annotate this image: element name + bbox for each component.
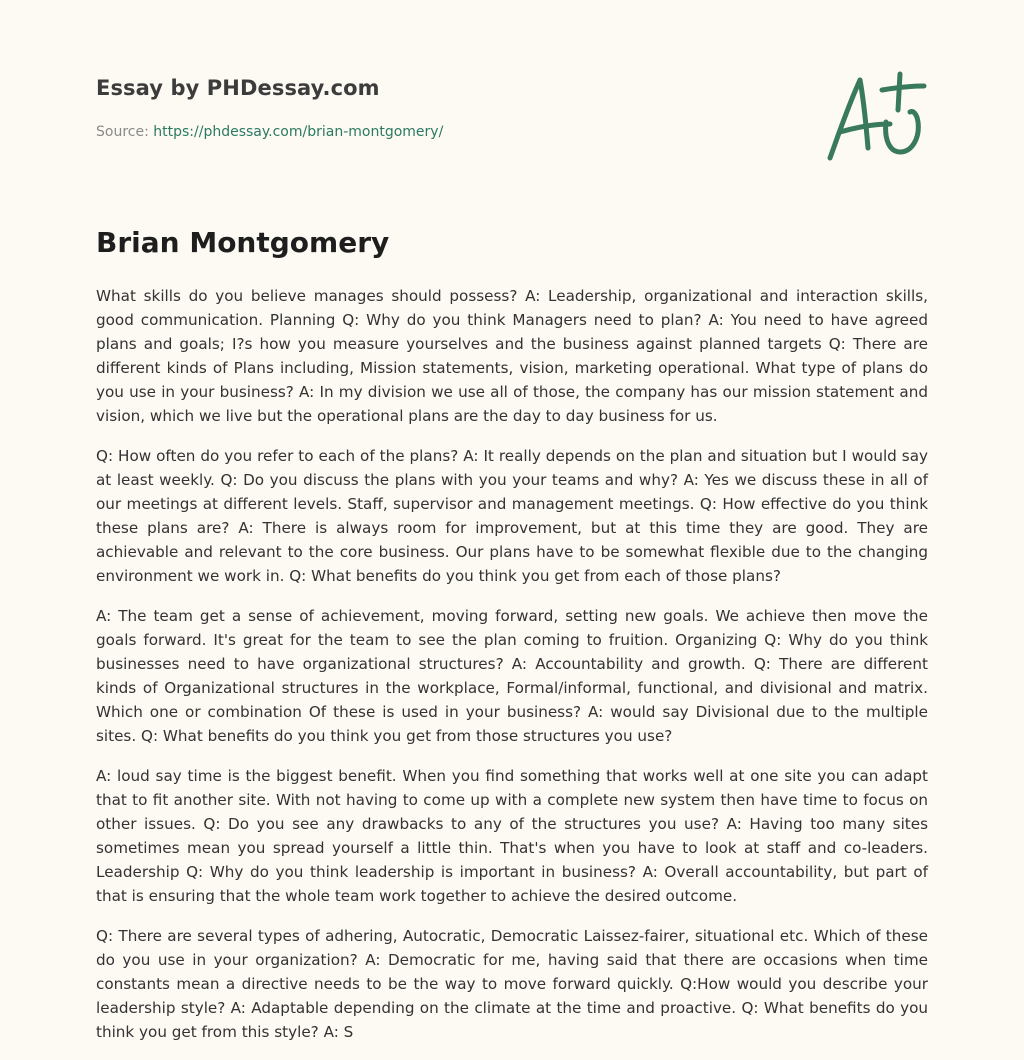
essay-paragraph: What skills do you believe manages should possess? A: Leadership, organizational and interaction skills, good communication. Planning Q: Why do you think Managers need to plan? A: You need to have agreed plans and goals; I?s how you measure yourselves and the business against planned targets Q: There are different kinds of Plans including, Mission statements, vision, marketing operational. What type of plans do you use in your business? A: In my division we use all of those, the company has our mission statement and vision, which we live but the operational plans are the day to day business for us. [96,287,928,425]
source-label: Source: [96,124,149,140]
essay-body [96,284,928,1060]
essay-paragraph: Q: There are several types of adhering, Autocratic, Democratic Laissez-fairer, situational etc. Which of these do you use in your organization? A: Democratic for me, having said that there are occasions when time constants mean a directive needs to be the way to move forward quickly. Q:How would you describe your leadership style? A: Adaptable depending on the climate at the time and proactive. Q: What benefits do you think you get from this style? A: S [96,927,928,1041]
a-plus-logo-icon [820,66,930,166]
essay-title: Brian Montgomery [96,226,390,259]
source-link[interactable]: https://phdessay.com/brian-montgomery/ [153,124,444,140]
site-brand: Essay by PHDessay.com [96,76,380,100]
essay-paragraph: Q: How often do you refer to each of the plans? A: It really depends on the plan and situation but I would say at least weekly. Q: Do you discuss the plans with you your teams and why? A: Yes we discuss these in all of our meetings at different levels. Staff, supervisor and management meetings. Q: How effective do you think these plans are? A: There is always room for improvement, but at this time they are good. They are achievable and relevant to the core business. Our plans have to be somewhat flexible due to the changing environment we work in. Q: What benefits do you think you get from each of those plans? [96,447,928,585]
essay-paragraph: A: The team get a sense of achievement, moving forward, setting new goals. We achieve then move the goals forward. It's great for the team to see the plan coming to fruition. Organizing Q: Why do you think businesses need to have organizational structures? A: Accountability and growth. Q: There are different kinds of Organizational structures in the workplace, Formal/informal, functional, and divisional and matrix. Which one or combination Of these is used in your business? A: would say Divisional due to the multiple sites. Q: What benefits do you think you get from those structures you use? [96,607,928,745]
essay-paragraph: A: loud say time is the biggest benefit. When you find something that works well at one site you can adapt that to fit another site. With not having to come up with a complete new system then have time to focus on other issues. Q: Do you see any drawbacks to any of the structures you use? A: Having too many sites sometimes mean you spread yourself a little thin. That's when you have to look at staff and co-leaders. Leadership Q: Why do you think leadership is important in business? A: Overall accountability, but part of that is ensuring that the whole team work together to achieve the desired outcome. [96,767,928,905]
source-line [96,124,443,140]
